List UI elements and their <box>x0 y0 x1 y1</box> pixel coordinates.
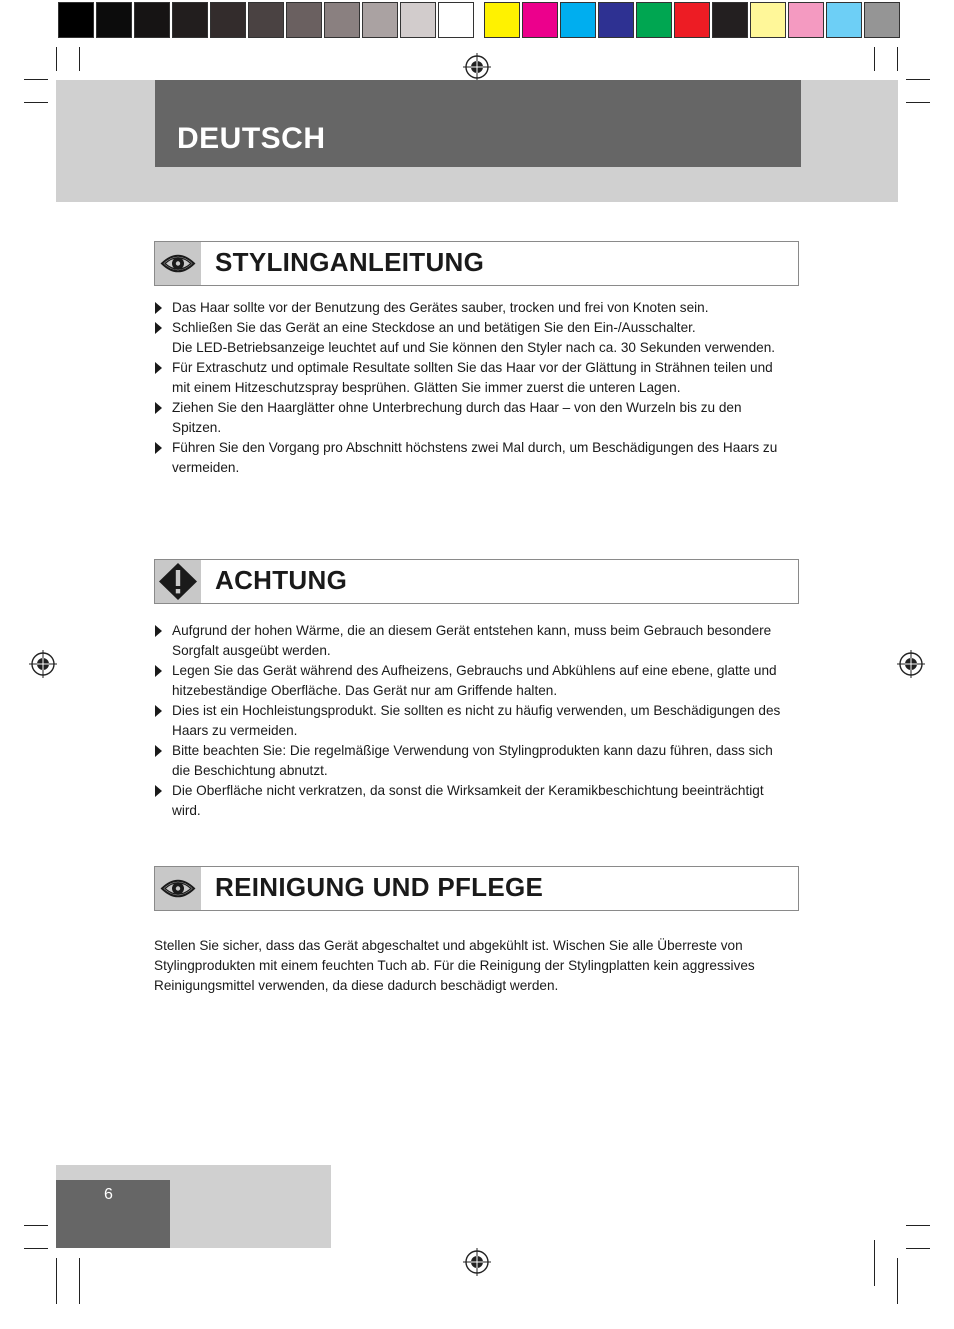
color-swatch <box>636 2 672 38</box>
color-calibration-bar <box>57 0 901 40</box>
registration-mark-icon <box>463 1248 491 1276</box>
bullet-arrow-icon <box>155 625 162 637</box>
color-swatch <box>674 2 710 38</box>
bullet-arrow-icon <box>155 302 162 314</box>
bullet-arrow-icon <box>155 665 162 677</box>
list-item: Aufgrund der hohen Wärme, die an diesem Gerät entstehen kann, muss beim Gebrauch besondere Sorgfalt ausgeübt werden. <box>154 621 794 660</box>
language-title: DEUTSCH <box>177 122 326 155</box>
section-header-caution <box>154 559 799 604</box>
bullet-arrow-icon <box>155 745 162 757</box>
color-swatch <box>826 2 862 38</box>
section-title: STYLINGANLEITUNG <box>215 247 485 277</box>
page-number: 6 <box>104 1186 113 1203</box>
bullet-arrow-icon <box>155 402 162 414</box>
crop-mark <box>906 79 930 80</box>
eye-icon <box>155 242 201 285</box>
color-swatch <box>438 2 474 38</box>
crop-mark <box>874 1240 875 1286</box>
eye-icon <box>155 867 201 910</box>
color-swatch <box>248 2 284 38</box>
crop-mark <box>906 1248 930 1249</box>
list-item: Dies ist ein Hochleistungsprodukt. Sie sollten es nicht zu häufig verwenden, um Beschädigungen des Haars zu vermeiden. <box>154 701 794 740</box>
section-title: ACHTUNG <box>215 565 348 595</box>
styling-instructions-list <box>154 298 794 478</box>
crop-mark <box>56 47 57 71</box>
color-swatch <box>560 2 596 38</box>
list-item: Das Haar sollte vor der Benutzung des Gerätes sauber, trocken und frei von Knoten sein. <box>154 298 794 318</box>
bullet-arrow-icon <box>155 442 162 454</box>
list-item: Für Extraschutz und optimale Resultate sollten Sie das Haar vor der Glättung in Strähnen teilen und mit einem Hitzeschutzspray besprühen. Glätten Sie immer zuerst die unteren Lagen. <box>154 358 794 397</box>
color-swatch <box>286 2 322 38</box>
crop-mark <box>897 1258 898 1304</box>
color-swatch <box>522 2 558 38</box>
color-swatch <box>172 2 208 38</box>
registration-mark-icon <box>463 53 491 81</box>
warning-icon <box>155 560 201 603</box>
color-swatch <box>362 2 398 38</box>
crop-mark <box>906 102 930 103</box>
swatch-gap <box>475 0 483 40</box>
color-swatch <box>788 2 824 38</box>
section-header-styling <box>154 241 799 286</box>
section-header-cleaning <box>154 866 799 911</box>
color-swatch <box>400 2 436 38</box>
crop-mark <box>24 79 48 80</box>
color-swatch <box>210 2 246 38</box>
list-item: Legen Sie das Gerät während des Aufheizens, Gebrauchs und Abkühlens auf eine ebene, glatte und hitzebeständige Oberfläche. Das Gerät nur am Griffende halten. <box>154 661 794 700</box>
crop-mark <box>24 1225 48 1226</box>
list-item: Ziehen Sie den Haarglätter ohne Unterbrechung durch das Haar – von den Wurzeln bis zu den Spitzen. <box>154 398 794 437</box>
color-swatch <box>324 2 360 38</box>
list-item: Bitte beachten Sie: Die regelmäßige Verwendung von Stylingprodukten kann dazu führen, dass sich die Beschichtung abnutzt. <box>154 741 794 780</box>
language-header <box>155 80 801 167</box>
registration-mark-icon <box>897 650 925 678</box>
list-item: Die Oberfläche nicht verkratzen, da sonst die Wirksamkeit der Keramikbeschichtung beeinträchtigt wird. <box>154 781 794 820</box>
bullet-arrow-icon <box>155 785 162 797</box>
crop-mark <box>897 47 898 71</box>
color-swatch <box>864 2 900 38</box>
cleaning-paragraph: Stellen Sie sicher, dass das Gerät abgeschaltet und abgekühlt ist. Wischen Sie alle Überreste von Stylingprodukten mit einem feuchten Tuch ab. Für die Reinigung der Stylingplatten kein aggressives Reinigungsmittel verwenden, da diese dadurch beschädigt werden. <box>154 938 755 993</box>
color-swatch <box>712 2 748 38</box>
registration-mark-icon <box>29 650 57 678</box>
crop-mark <box>24 1248 48 1249</box>
crop-mark <box>79 1258 80 1304</box>
caution-list <box>154 621 794 821</box>
crop-mark <box>79 47 80 71</box>
section-title: REINIGUNG UND PFLEGE <box>215 872 544 902</box>
bullet-arrow-icon <box>155 705 162 717</box>
color-swatch <box>598 2 634 38</box>
color-swatch <box>750 2 786 38</box>
page-number-box <box>56 1180 170 1248</box>
color-swatch <box>96 2 132 38</box>
crop-mark <box>24 102 48 103</box>
list-item: Führen Sie den Vorgang pro Abschnitt höchstens zwei Mal durch, um Beschädigungen des Haars zu vermeiden. <box>154 438 794 477</box>
crop-mark <box>56 1258 57 1304</box>
color-swatch <box>484 2 520 38</box>
color-swatch <box>58 2 94 38</box>
crop-mark <box>874 47 875 71</box>
bullet-arrow-icon <box>155 322 162 334</box>
color-swatch <box>134 2 170 38</box>
list-item: Schließen Sie das Gerät an eine Steckdose an und betätigen Sie den Ein-/Ausschalter. Die LED-Betriebsanzeige leuchtet auf und Sie können den Styler nach ca. 30 Sekunden verwenden. <box>154 318 794 357</box>
bullet-arrow-icon <box>155 362 162 374</box>
crop-mark <box>906 1225 930 1226</box>
